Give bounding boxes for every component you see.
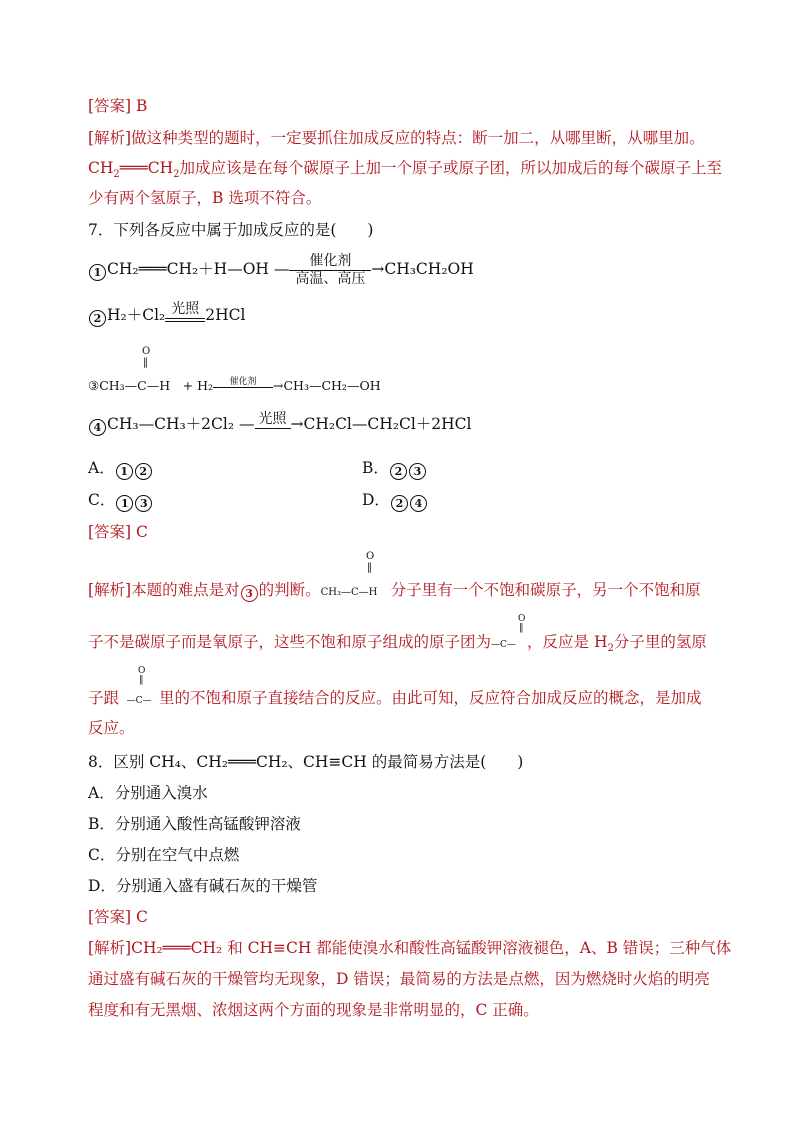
carbonyl-structure-2: —C— xyxy=(126,696,152,706)
q7-reaction-1: 1 CH₂═══CH₂＋H—OH — 催化剂 高温、高压 →CH₃CH₂OH xyxy=(88,250,474,288)
q7-reaction-3: ③CH₃—C—H + H₂ 催化剂 →CH₃—CH₂—OH xyxy=(88,377,381,393)
carbonyl-structure: —C— xyxy=(491,640,516,650)
q7-carbonyl-oxygen-2: O xyxy=(138,666,146,676)
q7-carbonyl-oxygen: O xyxy=(518,614,526,624)
q8-option-a: A．分别通入溴水 xyxy=(88,784,208,802)
q8-answer: [答案] C xyxy=(88,908,148,926)
q7-r3-oxygen: O xyxy=(142,346,151,357)
q6-explanation-line3: 少有两个氢原子，B 选项不符合。 xyxy=(88,189,322,207)
circled-number: 4 xyxy=(89,419,106,436)
q7-explanation-line4: 反应。 xyxy=(88,719,135,737)
q7-explanation-line2: 子不是碳原子而是氧原子，这些不饱和原子组成的原子团为—C— ，反应是 $H_2$分子里的氢原 xyxy=(88,633,707,654)
q7-stem: 7．下列各反应中属于加成反应的是( ) xyxy=(88,221,374,239)
q7-option-a: A． 1 2 xyxy=(88,458,153,480)
q8-option-c: C．分别在空气中点燃 xyxy=(88,846,240,864)
q7-option-c: C． 1 3 xyxy=(88,490,153,512)
q7-option-b: B． 2 3 xyxy=(362,458,427,480)
q8-explanation-line3: 程度和有无黑烟、浓烟这两个方面的现象是非常明显的，C 正确。 xyxy=(88,1001,539,1019)
q7-answer: [答案] C xyxy=(88,523,148,541)
aldehyde-structure: CH₃—C—H xyxy=(320,587,378,598)
q8-option-b: B．分别通入酸性高锰酸钾溶液 xyxy=(88,815,301,833)
q7-option-d: D． 2 4 xyxy=(362,490,428,512)
q6-explanation-line1: [解析]做这种类型的题时，一定要抓住加成反应的特点：断一加二，从哪里断，从哪里加。 xyxy=(88,129,705,147)
q7-reaction-2: 2 H₂＋Cl₂ 光照 2HCl xyxy=(88,298,245,332)
q7-carbonyl-double-bond: ‖ xyxy=(519,623,524,633)
q7-r3-double-bond: ‖ xyxy=(143,357,148,368)
circled-number: 2 xyxy=(89,310,106,327)
q8-explanation-line2: 通过盛有碱石灰的干燥管均无现象，D 错误；最简易的方法是点燃，因为燃烧时火焰的明亮 xyxy=(88,970,710,988)
q6-explanation-line2: $CH_2═══CH_2$加成应该是在每个碳原子上加一个原子或原子团，所以加成后的每个碳原子上至 xyxy=(88,159,723,180)
q8-stem: 8．区别 CH₄、CH₂═══CH₂、CH≡CH 的最简易方法是( ) xyxy=(88,753,524,771)
q7-struct-oxygen: O xyxy=(366,551,375,562)
q7-explanation-line3: 子跟 —C— 里的不饱和原子直接结合的反应。由此可知，反应符合加成反应的概念，是加成 xyxy=(88,688,702,711)
q7-explanation-line1: [解析]本题的难点是对 3 的判断。CH₃—C—H 分子里有一个不饱和碳原子，另一个不饱和原 xyxy=(88,580,701,603)
q7-carbonyl-double-bond-2: ‖ xyxy=(139,675,144,685)
q8-explanation-line1: [解析]CH₂═══CH₂ 和 CH≡CH 都能使溴水和酸性高锰酸钾溶液褪色，A、B 错误；三种气体 xyxy=(88,939,732,957)
q8-option-d: D．分别通入盛有碱石灰的干燥管 xyxy=(88,877,318,895)
q7-reaction-4: 4 CH₃—CH₃＋2Cl₂ — 光照 →CH₂Cl—CH₂Cl＋2HCl xyxy=(88,405,472,443)
q7-struct-double-bond: ‖ xyxy=(367,562,372,573)
circled-number: 1 xyxy=(89,264,106,281)
q6-answer: [答案] B xyxy=(88,97,148,115)
